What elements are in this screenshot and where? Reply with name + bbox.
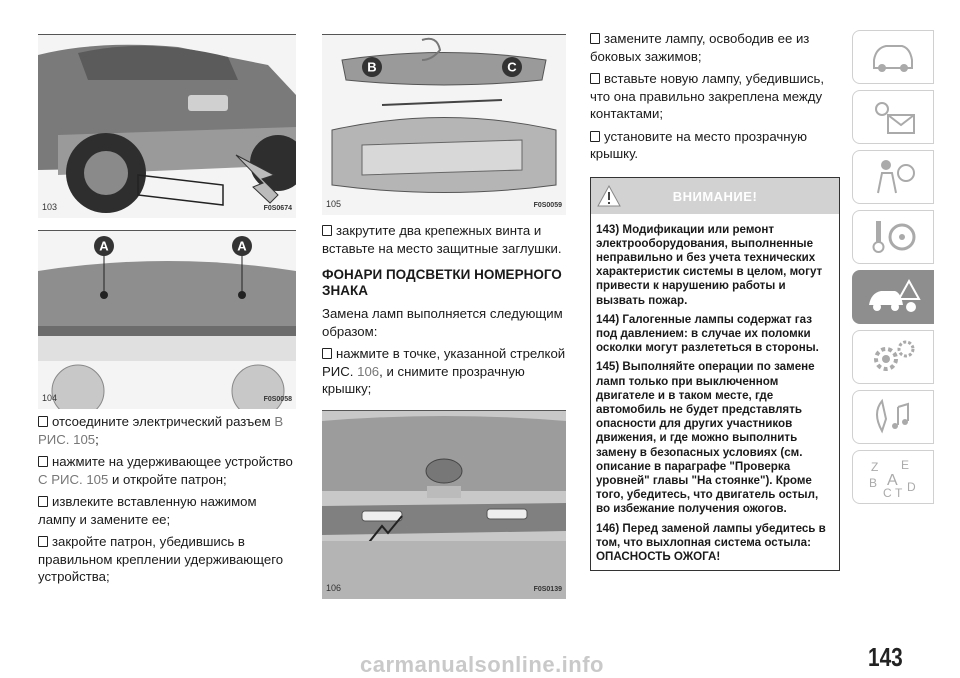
figure-105 [322, 34, 566, 214]
gears-icon [868, 337, 918, 377]
warning-item: 143) Модификации или ремонт электрооборудования, выполненные неправильно и без учета технических характеристик системы в целом, могут привести к нарушению работы и вызвать пожар. [596, 222, 823, 307]
warning-title: ВНИМАНИЕ! [672, 188, 758, 204]
svg-text:T: T [895, 486, 903, 499]
light-message-icon [868, 97, 918, 137]
warning-item: 144) Галогенные лампы содержат газ под давлением: в случае их поломки осколки могут разлететься в стороны. [596, 312, 819, 355]
list-item: извлеките вставленную нажимом лампу и замените ее; [38, 494, 257, 527]
column-middle [322, 34, 566, 598]
label-a2: A [237, 238, 247, 254]
plate-light-illustration [322, 411, 566, 599]
column-left [38, 34, 296, 586]
checkbox-bullet-icon [38, 456, 48, 467]
tab-multimedia[interactable] [852, 390, 934, 444]
figure-number: 106 [326, 582, 342, 593]
figure-code: F0S0058 [263, 396, 292, 403]
car-rear-illustration [38, 35, 296, 218]
figure-code: F0S0139 [533, 585, 562, 593]
svg-text:E: E [901, 458, 910, 472]
paragraph: Замена ламп выполняется следующим образом: [322, 306, 563, 339]
key-steering-icon [868, 217, 918, 257]
checkbox-bullet-icon [590, 73, 600, 84]
seatbelt-airbag-icon [868, 157, 918, 197]
list-item: нажмите на удерживающее устройство С РИС. 105 и откройте патрон; [38, 454, 293, 487]
car-breakdown-icon [865, 277, 921, 317]
list-item: вставьте новую лампу, убедившись, что она правильно закреплена между контактами; [590, 71, 825, 121]
tab-index[interactable] [852, 450, 934, 504]
list-item: отсоедините электрический разъем В РИС. 105; [38, 414, 284, 447]
figure-106 [322, 410, 566, 598]
checkbox-bullet-icon [322, 225, 332, 236]
svg-text:B: B [869, 476, 878, 490]
warning-body [591, 214, 839, 571]
tailgate-screws-illustration [38, 231, 296, 409]
figure-number: 103 [42, 202, 58, 212]
tab-starting-driving[interactable] [852, 210, 934, 264]
section-heading: ФОНАРИ ПОДСВЕТКИ НОМЕРНОГО ЗНАКА [322, 267, 562, 298]
chapter-tabs [852, 30, 934, 510]
lamp-holder-illustration [322, 35, 566, 215]
watermark: carmanualsonline.info [360, 652, 604, 677]
checkbox-bullet-icon [38, 536, 48, 547]
svg-text:Z: Z [871, 460, 879, 474]
label-a1: A [99, 238, 109, 254]
list-item: нажмите в точке, указанной стрелкой РИС. 106, и снимите прозрачную крышку; [322, 346, 566, 396]
checkbox-bullet-icon [38, 416, 48, 427]
column-right [590, 31, 840, 571]
multimedia-icon [868, 397, 918, 437]
figure-code: F0S0059 [533, 202, 562, 209]
page-number: 143 [868, 642, 903, 672]
car-front-icon [868, 40, 918, 74]
tab-maintenance[interactable] [852, 330, 934, 384]
list-item: закрутите два крепежных винта и вставьте на место защитные заглушки. [322, 223, 562, 256]
figure-104 [38, 230, 296, 408]
figure-number: 105 [326, 199, 342, 209]
tab-lights-messages[interactable] [852, 90, 934, 144]
warning-item: 145) Выполняйте операции по замене ламп только при выключенном двигателе и в таком месте, где автомобиль не будет представлять опасности для других участников движения, и где можно выполнить замену в безопасных условиях (см. описание в параграфе "Проверка уровней" главы "На стоянке"). Кроме того, убедитесь, что двигатель остыл, во избежание получения ожогов. [596, 360, 819, 516]
checkbox-bullet-icon [322, 348, 332, 359]
checkbox-bullet-icon [38, 496, 48, 507]
warning-box [590, 177, 840, 572]
tab-safety[interactable] [852, 150, 934, 204]
checkbox-bullet-icon [590, 33, 600, 44]
svg-text:D: D [907, 480, 916, 494]
warning-header [591, 178, 839, 214]
list-item: установите на место прозрачную крышку. [590, 128, 808, 161]
tab-car-front[interactable] [852, 30, 934, 84]
figure-103 [38, 34, 296, 217]
list-item: закройте патрон, убедившись в правильном креплении удерживающего устройства; [38, 534, 284, 584]
label-b: B [367, 59, 377, 75]
tab-emergency[interactable] [852, 270, 934, 324]
svg-text:A: A [887, 472, 898, 489]
checkbox-bullet-icon [590, 131, 600, 142]
svg-text:C: C [883, 486, 892, 499]
figure-code: F0S0674 [263, 205, 292, 212]
alphabet-index-icon [865, 455, 921, 499]
warning-item: 146) Перед заменой лампы убедитесь в том, что выхлопная система остыла: ОПАСНОСТЬ ОЖОГА! [596, 521, 826, 563]
figure-number: 104 [42, 393, 58, 403]
list-item: замените лампу, освободив ее из боковых зажимов; [590, 31, 810, 64]
label-c: C [507, 59, 517, 75]
